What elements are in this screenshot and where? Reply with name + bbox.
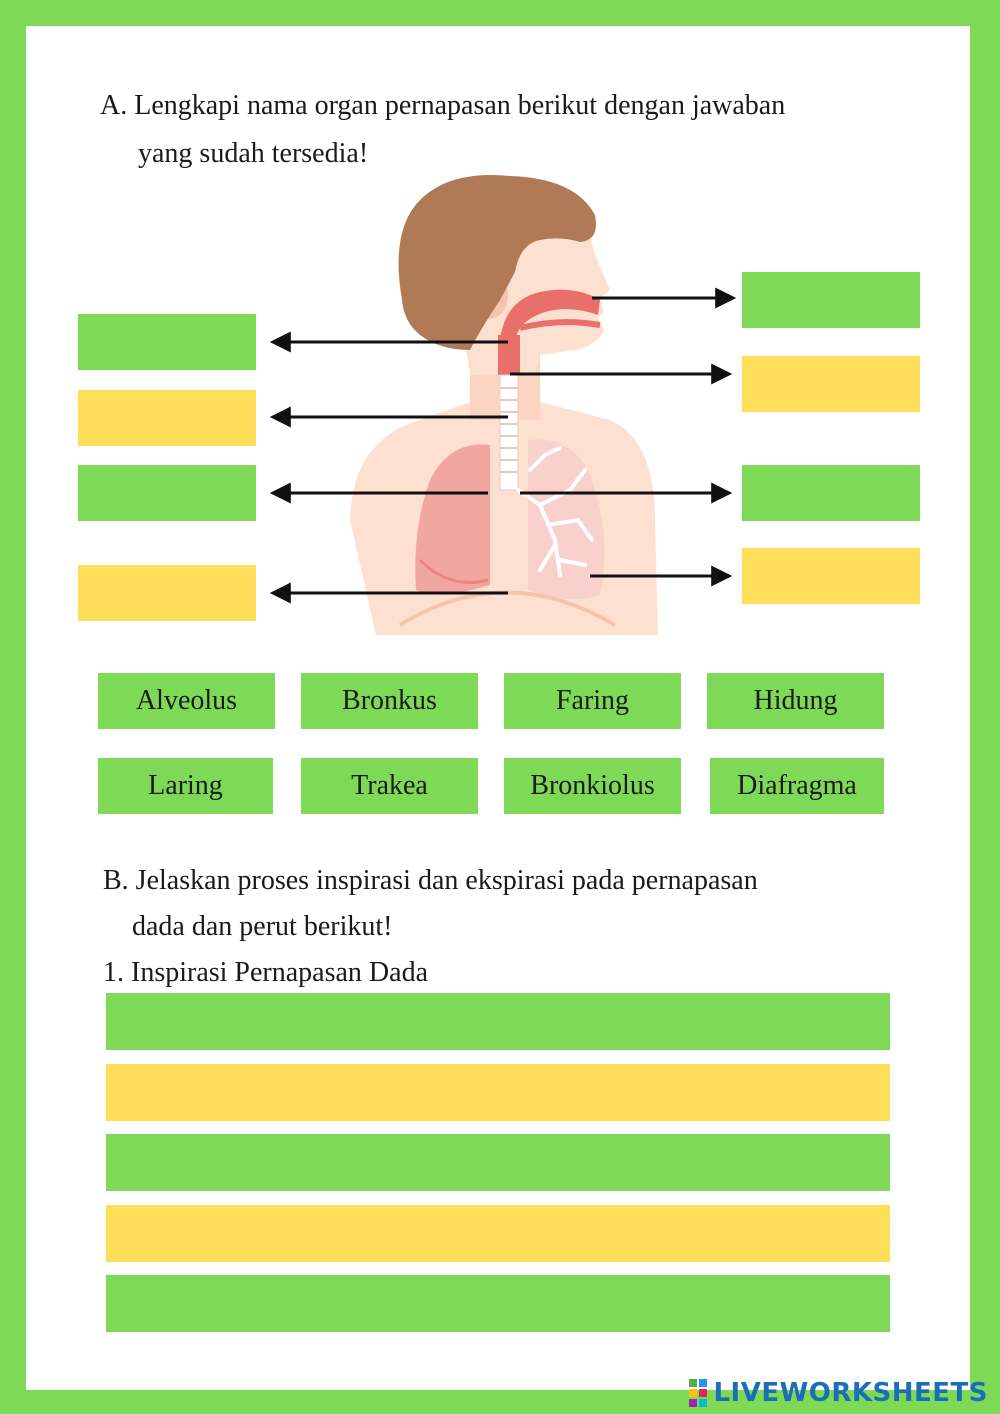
word-card[interactable]: Trakea: [301, 758, 478, 814]
answer-line-2[interactable]: [106, 1064, 890, 1121]
word-card[interactable]: Faring: [504, 673, 681, 729]
word-card[interactable]: Bronkus: [301, 673, 478, 729]
word-card[interactable]: Diafragma: [710, 758, 884, 814]
word-card[interactable]: Hidung: [707, 673, 884, 729]
liveworksheets-logo: [689, 1378, 988, 1408]
section-b-instruction: [103, 858, 758, 996]
word-card[interactable]: Alveolus: [98, 673, 275, 729]
answer-box-right-4[interactable]: [742, 548, 920, 604]
section-a-line-1: A. Lengkapi nama organ pernapasan berikut dengan jawaban: [100, 90, 786, 121]
logo-icon: [689, 1379, 707, 1407]
section-b-subheading: 1. Inspirasi Pernapasan Dada: [103, 957, 429, 988]
section-b-line-2: dada dan perut berikut!: [132, 911, 393, 942]
brand-text: LIVEWORKSHEETS: [713, 1378, 988, 1408]
trachea: [500, 375, 518, 490]
answer-line-4[interactable]: [106, 1205, 890, 1262]
answer-box-left-3[interactable]: [78, 465, 256, 521]
answer-box-left-1[interactable]: [78, 314, 256, 370]
word-card[interactable]: Laring: [98, 758, 273, 814]
section-b-line-1: B. Jelaskan proses inspirasi dan ekspirasi pada pernapasan: [103, 865, 758, 896]
section-a-line-2: yang sudah tersedia!: [138, 138, 369, 169]
answer-box-left-4[interactable]: [78, 565, 256, 621]
answer-box-right-3[interactable]: [742, 465, 920, 521]
word-card[interactable]: Bronkiolus: [504, 758, 681, 814]
answer-line-5[interactable]: [106, 1275, 890, 1332]
answer-box-left-2[interactable]: [78, 390, 256, 446]
answer-box-right-2[interactable]: [742, 356, 920, 412]
answer-line-3[interactable]: [106, 1134, 890, 1191]
answer-box-right-1[interactable]: [742, 272, 920, 328]
answer-line-1[interactable]: [106, 993, 890, 1050]
